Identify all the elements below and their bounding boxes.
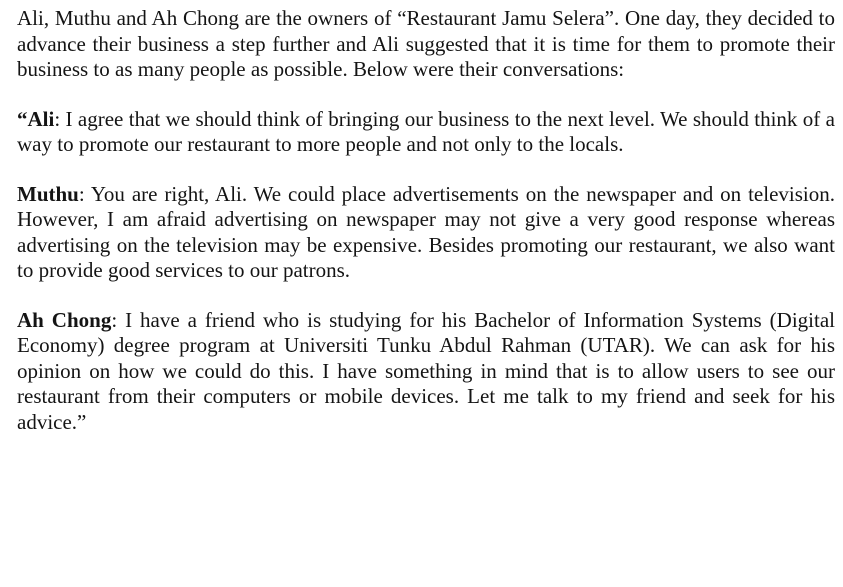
dialogue-muthu	[17, 182, 835, 284]
speaker-name: Ah Chong	[17, 307, 112, 332]
dialogue-ah-chong	[17, 308, 835, 436]
speaker-name: Muthu	[17, 181, 79, 206]
dialogue-text: : I agree that we should think of bringing our business to the next level. We should think of a way to promote our restaurant to more people and not only to the locals.	[17, 106, 835, 156]
speaker-name: “Ali	[17, 106, 55, 131]
document-page	[17, 6, 835, 459]
dialogue-text: : You are right, Ali. We could place advertisements on the newspaper and on television. However, I am afraid advertising on newspaper may not give a very good response whereas advertising on the television may be expensive. Besides promoting our restaurant, we also want to provide good services to our patrons.	[17, 181, 835, 282]
dialogue-ali	[17, 107, 835, 158]
dialogue-text: : I have a friend who is studying for his Bachelor of Information Systems (Digital Economy) degree program at Universiti Tunku Abdul Rahman (UTAR). We can ask for his opinion on how we could do this. I have something in mind that is to allow users to see our restaurant from their computers or mobile devices. Let me talk to my friend and seek for his advice.”	[17, 307, 835, 434]
intro-paragraph: Ali, Muthu and Ah Chong are the owners of “Restaurant Jamu Selera”. One day, they decided to advance their business a step further and Ali suggested that it is time for them to promote their business to as many people as possible. Below were their conversations:	[17, 6, 835, 81]
